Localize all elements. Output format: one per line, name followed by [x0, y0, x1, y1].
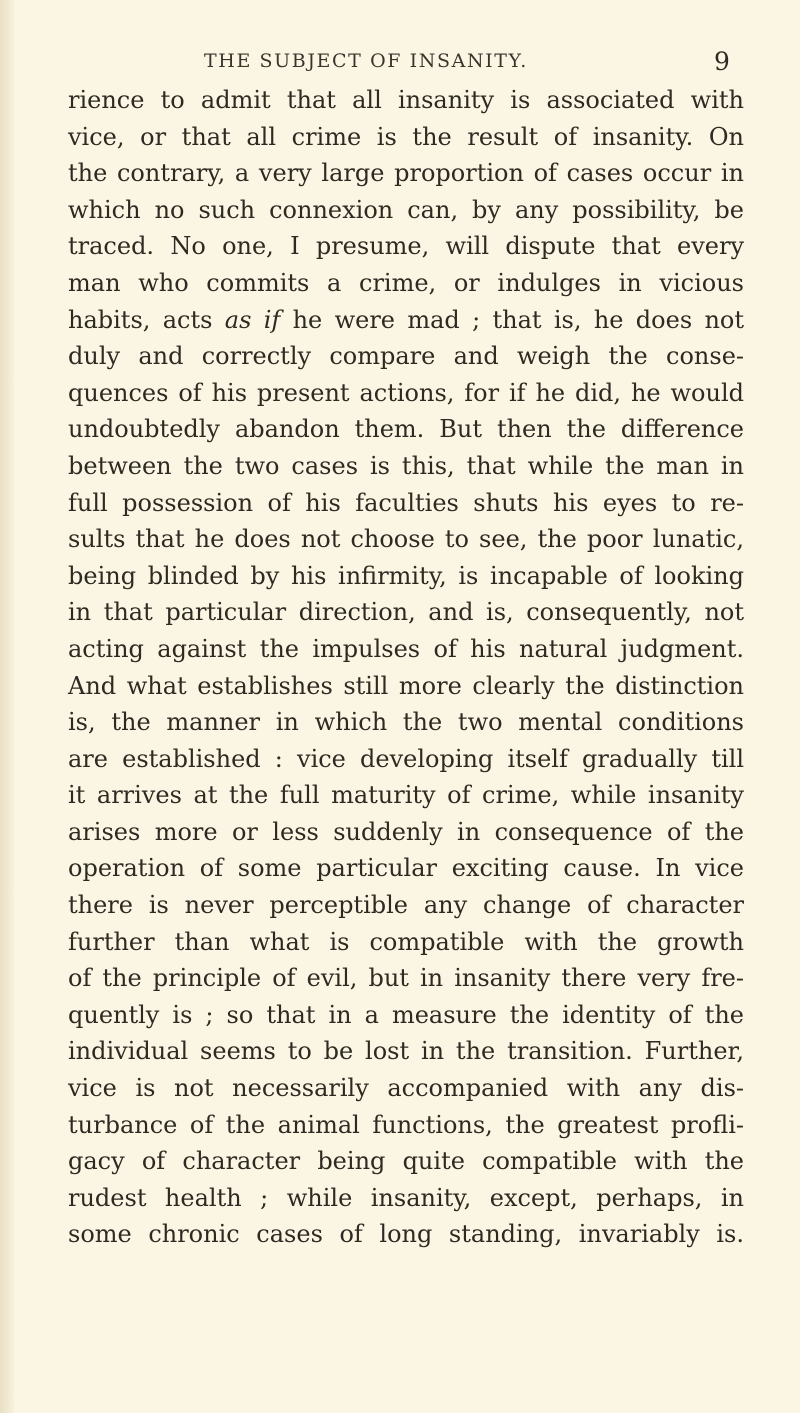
text-line: gacy of character being quite compatible with the [68, 1147, 744, 1176]
text-line: it arrives at the full maturity of crime, while insanity [68, 781, 744, 810]
text-line: acting against the impulses of his natural judgment. [68, 634, 744, 663]
text-line: operation of some particular exciting cause. In vice [68, 854, 744, 883]
text-line: sults that he does not choose to see, the poor lunatic, [68, 525, 744, 554]
text-run: he were mad ; that is, he does not [280, 305, 745, 334]
running-title: THE SUBJECT OF INSANITY. [204, 50, 528, 72]
text-line: undoubtedly abandon them. But then the difference [68, 415, 744, 444]
text-line: duly and correctly compare and weigh the conse- [68, 342, 744, 371]
italic-emphasis: as if [224, 305, 281, 334]
text-line: in that particular direction, and is, consequently, not [68, 598, 744, 627]
text-line: quences of his present actions, for if he did, he would [68, 378, 744, 407]
text-line: vice is not necessarily accompanied with any dis- [68, 1074, 744, 1103]
text-line: individual seems to be lost in the transition. Further, [68, 1037, 744, 1066]
page-number: 9 [714, 47, 730, 76]
text-line: rience to admit that all insanity is associated with [68, 86, 744, 114]
text-run: habits, acts [68, 305, 225, 334]
text-line: is, the manner in which the two mental conditions [68, 708, 744, 737]
binding-gutter [0, 0, 14, 1413]
running-head [0, 47, 800, 80]
text-line: rudest health ; while insanity, except, perhaps, in [68, 1183, 744, 1212]
text-line: vice, or that all crime is the result of insanity. On [68, 122, 744, 151]
text-line: some chronic cases of long standing, invariably is. [68, 1220, 744, 1249]
text-line: being blinded by his infirmity, is incapable of looking [68, 561, 744, 590]
text-line: between the two cases is this, that while the man in [68, 451, 744, 480]
text-line: further than what is compatible with the growth [68, 927, 744, 956]
text-line: traced. No one, I presume, will dispute that every [68, 232, 744, 261]
text-line: turbance of the animal functions, the greatest profli- [68, 1110, 744, 1139]
text-line: quently is ; so that in a measure the identity of the [68, 1000, 744, 1029]
text-line-with-italic [68, 302, 744, 339]
text-line: man who commits a crime, or indulges in vicious [68, 268, 744, 297]
text-line: which no such connexion can, by any possibility, be [68, 195, 744, 224]
text-line: there is never perceptible any change of character [68, 891, 744, 920]
text-line: arises more or less suddenly in consequence of the [68, 817, 744, 846]
text-line: the contrary, a very large proportion of cases occur in [68, 159, 744, 188]
text-line: full possession of his faculties shuts his eyes to re- [68, 488, 744, 517]
text-line: And what establishes still more clearly the distinction [68, 671, 744, 700]
body-text [68, 82, 744, 1253]
text-line: are established : vice developing itself gradually till [68, 744, 744, 773]
text-line: of the principle of evil, but in insanity there very fre- [68, 964, 744, 993]
